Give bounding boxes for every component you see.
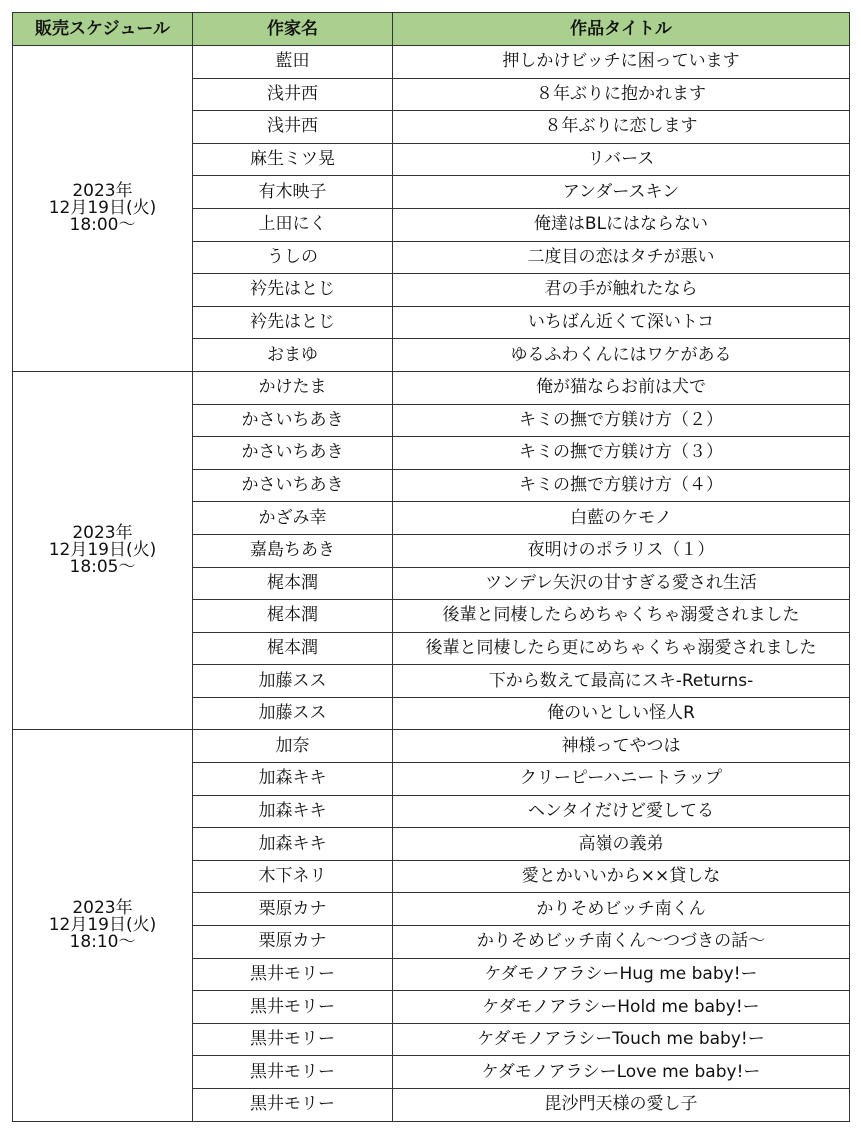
title-cell: ヘンタイだけど愛してる (393, 795, 850, 828)
header-title: 作品タイトル (393, 13, 850, 46)
title-cell: かりそめビッチ南くん (393, 893, 850, 926)
title-cell: 高嶺の義弟 (393, 828, 850, 861)
author-cell: かさいちあき (193, 437, 393, 470)
author-cell: 加森キキ (193, 828, 393, 861)
author-cell: 嘉島ちあき (193, 534, 393, 567)
schedule-date-cell (13, 730, 193, 1121)
title-cell: キミの撫で方躾け方（２） (393, 404, 850, 437)
author-cell: 栗原カナ (193, 926, 393, 959)
author-cell: 加奈 (193, 730, 393, 763)
schedule-year: 2023年 (72, 898, 133, 919)
table-row (13, 730, 850, 763)
title-cell: 俺達はBLにはならない (393, 208, 850, 241)
schedule-year: 2023年 (72, 180, 133, 201)
table-header (13, 13, 850, 46)
author-cell: 黒井モリー (193, 1023, 393, 1056)
title-cell: ８年ぶりに抱かれます (393, 78, 850, 111)
sales-schedule-table (12, 12, 850, 1122)
schedule-year: 2023年 (72, 523, 133, 544)
author-cell: 加森キキ (193, 763, 393, 796)
title-cell: ケダモノアラシーTouch me baby!ー (393, 1023, 850, 1056)
title-cell: 毘沙門天様の愛し子 (393, 1089, 850, 1122)
author-cell: 浅井西 (193, 111, 393, 144)
author-cell: 黒井モリー (193, 991, 393, 1024)
title-cell: 押しかけビッチに困っています (393, 46, 850, 79)
title-cell: 神様ってやつは (393, 730, 850, 763)
schedule-day: 12月19日(火) (48, 915, 157, 936)
title-cell: 後輩と同棲したらめちゃくちゃ溺愛されました (393, 600, 850, 633)
title-cell: アンダースキン (393, 176, 850, 209)
author-cell: かさいちあき (193, 469, 393, 502)
title-cell: 後輩と同棲したら更にめちゃくちゃ溺愛されました (393, 632, 850, 665)
table-row (13, 371, 850, 404)
title-cell: 夜明けのポラリス（１） (393, 534, 850, 567)
title-cell: リバース (393, 143, 850, 176)
author-cell: かさいちあき (193, 404, 393, 437)
author-cell: かざみ幸 (193, 502, 393, 535)
author-cell: 栗原カナ (193, 893, 393, 926)
schedule-date-cell (13, 371, 193, 730)
author-cell: 木下ネリ (193, 860, 393, 893)
schedule-day: 12月19日(火) (48, 197, 157, 218)
title-cell: キミの撫で方躾け方（４） (393, 469, 850, 502)
title-cell: ケダモノアラシーHold me baby!ー (393, 991, 850, 1024)
title-cell: ツンデレ矢沢の甘すぎる愛され生活 (393, 567, 850, 600)
author-cell: 有木映子 (193, 176, 393, 209)
title-cell: いちばん近くて深いトコ (393, 306, 850, 339)
author-cell: 浅井西 (193, 78, 393, 111)
schedule-time: 18:05～ (69, 557, 136, 578)
schedule-time: 18:10～ (69, 932, 136, 953)
table-row (13, 46, 850, 79)
header-author: 作家名 (193, 13, 393, 46)
author-cell: 加藤スス (193, 665, 393, 698)
title-cell: 君の手が触れたなら (393, 274, 850, 307)
title-cell: 二度目の恋はタチが悪い (393, 241, 850, 274)
author-cell: うしの (193, 241, 393, 274)
title-cell: 下から数えて最高にスキ-Returns- (393, 665, 850, 698)
author-cell: 梶本潤 (193, 632, 393, 665)
title-cell: ゆるふわくんにはワケがある (393, 339, 850, 372)
table-body (13, 46, 850, 1122)
title-cell: ケダモノアラシーLove me baby!ー (393, 1056, 850, 1089)
author-cell: 黒井モリー (193, 958, 393, 991)
author-cell: 上田にく (193, 208, 393, 241)
author-cell: おまゆ (193, 339, 393, 372)
author-cell: 麻生ミツ晃 (193, 143, 393, 176)
title-cell: キミの撫で方躾け方（３） (393, 437, 850, 470)
author-cell: 加藤スス (193, 697, 393, 730)
schedule-date-cell (13, 46, 193, 372)
author-cell: 加森キキ (193, 795, 393, 828)
author-cell: 梶本潤 (193, 600, 393, 633)
author-cell: 黒井モリー (193, 1056, 393, 1089)
author-cell: 黒井モリー (193, 1089, 393, 1122)
author-cell: かけたま (193, 371, 393, 404)
title-cell: かりそめビッチ南くん～つづきの話～ (393, 926, 850, 959)
author-cell: 藍田 (193, 46, 393, 79)
schedule-day: 12月19日(火) (48, 540, 157, 561)
title-cell: 俺が猫ならお前は犬で (393, 371, 850, 404)
title-cell: ケダモノアラシーHug me baby!ー (393, 958, 850, 991)
title-cell: 俺のいとしい怪人R (393, 697, 850, 730)
title-cell: ８年ぶりに恋します (393, 111, 850, 144)
author-cell: 衿先はとじ (193, 306, 393, 339)
schedule-time: 18:00～ (69, 214, 136, 235)
header-schedule: 販売スケジュール (13, 13, 193, 46)
title-cell: クリーピーハニートラップ (393, 763, 850, 796)
title-cell: 白藍のケモノ (393, 502, 850, 535)
title-cell: 愛とかいいから××貸しな (393, 860, 850, 893)
author-cell: 衿先はとじ (193, 274, 393, 307)
author-cell: 梶本潤 (193, 567, 393, 600)
header-row (13, 13, 850, 46)
